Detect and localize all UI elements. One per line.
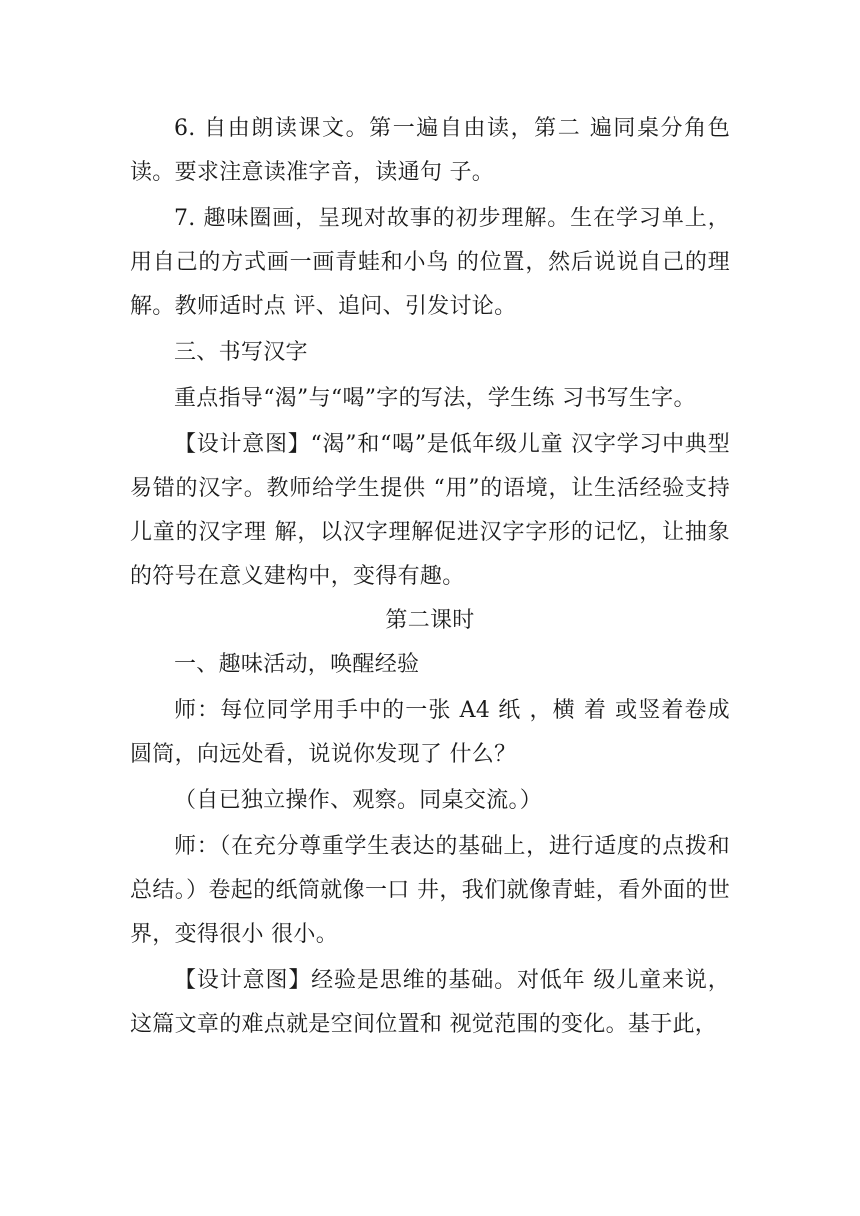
- paragraph-student-activity: （自已独立操作、观察。同桌交流。）: [174, 788, 543, 813]
- paragraph-teacher-instruction: 师：每位同学用手中的一张 A4 纸 ，横 着 或竖着卷成圆筒，向远处看，说说你发现了 什么？: [130, 698, 730, 767]
- paragraph-design-intent-1: 【设计意图】“渴”和“喝”是低年级儿童 汉字学习中典型易错的汉字。教师给学生提供 “用”的语境，让生活经验支持儿童的汉字理 解，以汉字理解促进汉字字形的记忆，让抽象 的符号在意义建构中，变得有趣。: [130, 432, 730, 589]
- section-heading-activity: 一、趣味活动，唤醒经验: [174, 652, 420, 677]
- section-heading-writing: 三、书写汉字: [174, 340, 308, 365]
- paragraph-writing-guidance: 重点指导“渴”与“喝”字的写法，学生练 习书写生字。: [174, 386, 696, 411]
- paragraph-design-intent-2: 【设计意图】经验是思维的基础。对低年 级儿童来说，这篇文章的难点就是空间位置和 视觉范围的变化。基于此，: [130, 968, 730, 1037]
- document-body: [130, 107, 730, 1047]
- paragraph-teacher-summary: 师：（在充分尊重学生表达的基础上，进行适度的点拨和总结。）卷起的纸筒就像一口 井，我们就像青蛙，看外面的世界，变得很小 很小。: [130, 834, 730, 947]
- paragraph-step-6: 6. 自由朗读课文。第一遍自由读，第二 遍同桌分角色读。要求注意读准字音，读通句 子。: [130, 116, 730, 185]
- lesson-heading: 第二课时: [385, 608, 475, 633]
- paragraph-step-7: 7. 趣味圈画，呈现对故事的初步理解。生在学习单上，用自己的方式画一画青蛙和小鸟 的位置，然后说说自己的理解。教师适时点 评、追问、引发讨论。: [130, 206, 730, 319]
